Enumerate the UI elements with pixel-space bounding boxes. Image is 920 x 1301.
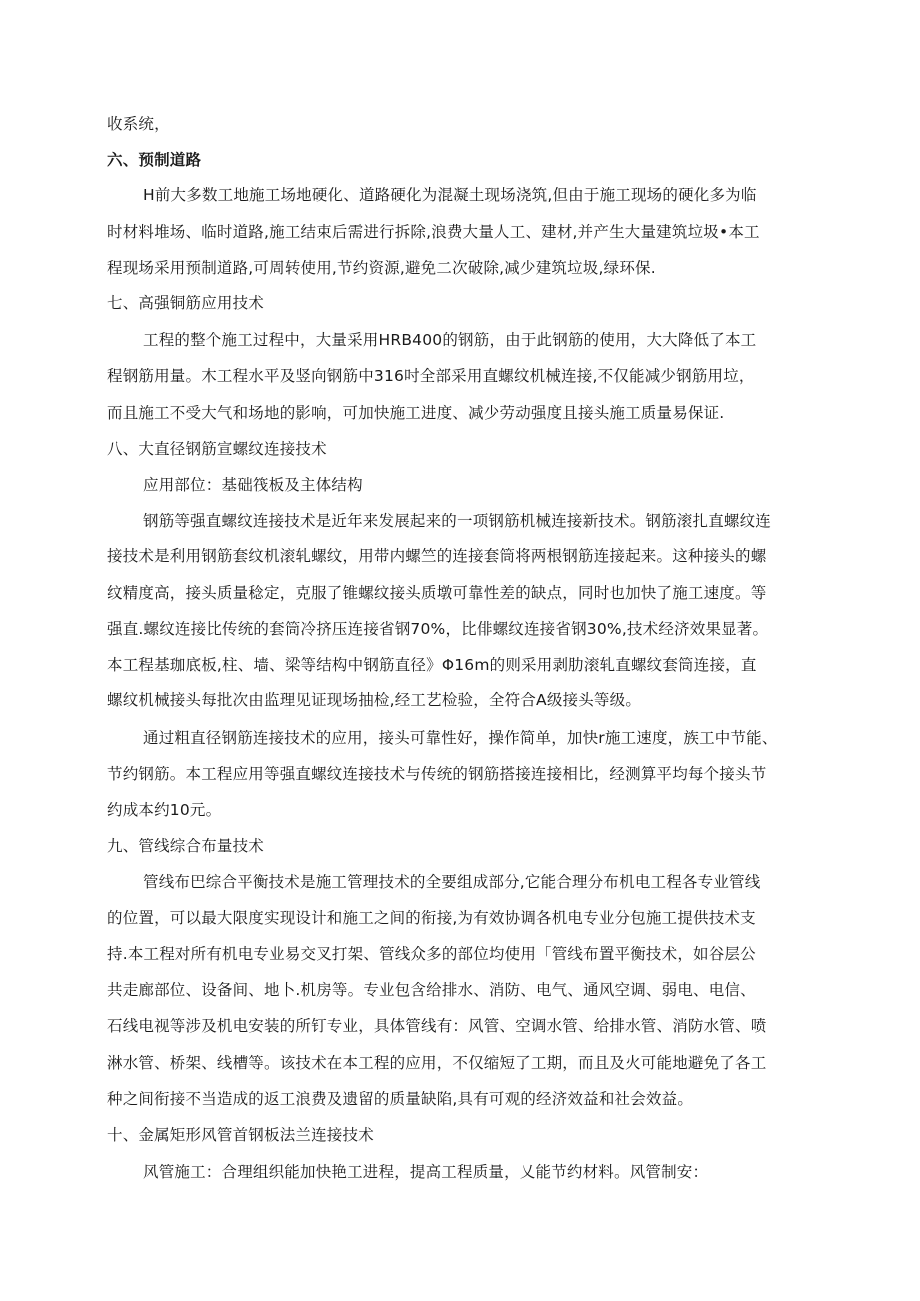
paragraph-line: 共走廊部位、设备间、地卜.机房等。专业包含给排水、消防、电气、通风空调、弱电、电信、 [107, 981, 756, 999]
paragraph-line: 石线电视等涉及机电安装的所钉专业，具体管线有：风管、空调水管、给排水管、消防水管、喷 [107, 1017, 767, 1035]
paragraph-line: 管线布巴综合平衡技术是施工管理技术的全要组成部分,它能合理分布机电工程各专业管线 [143, 873, 761, 891]
paragraph-line: 工程的整个施工过程中，大量采用HRB400的钢筋，由于此钢筋的使用，大大降低了本工 [143, 331, 757, 349]
paragraph-line: 应用部位：基础筏板及主体结构 [143, 476, 363, 494]
paragraph-line: 节约钢筋。本工程应用等强直螺纹连接技术与传统的钢筋搭接连接相比，经测算平均每个接头节 [107, 765, 767, 783]
paragraph-line: 通过粗直径钢筋连接技术的应用，接头可靠性好，操作简单，加快r施工速度，族工中节能、 [143, 729, 778, 747]
paragraph-line: 钢筋等强直螺纹连接技术是近年来发展起来的一项钢筋机械连接新技术。钢筋滚扎直螺纹连 [143, 512, 772, 530]
section-heading-6: 六、预制道路 [107, 151, 202, 169]
paragraph-line: 螺纹机械接头每批次由监理见证现场抽检,经工艺检验，全符合A级接头等级。 [107, 691, 642, 709]
paragraph-line: 的位置，可以最大限度实现设计和施工之间的衔接,为有效协调各机电专业分包施工提供技术支 [107, 909, 756, 927]
paragraph-line: 程钢筋用量。木工程水平及竖向钢筋中316吋全部采用直螺纹机械连接,不仅能减少钢筋用垃， [107, 367, 755, 385]
section-heading-10: 十、金属矩形风管首钢板法兰连接技术 [107, 1126, 374, 1144]
paragraph-line: 接技术是利用钢筋套纹机滚轧螺纹，用带内螺竺的连接套筒将两根钢筋连接起来。这种接头的螺 [107, 547, 767, 565]
paragraph-line: 淋水管、桥架、线槽等。该技术在本工程的应用，不仅缩短了工期，而且及火可能地避免了各工 [107, 1054, 767, 1072]
paragraph-line: 持.本工程对所有机电专业易交叉打架、管线众多的部位均使用「管线布置平衡技术，如谷层公 [107, 945, 756, 963]
section-heading-9: 九、管线综合布量技术 [107, 837, 265, 855]
paragraph-line: 收系统， [107, 115, 170, 133]
paragraph-line: 本工程基珈底板,柱、墙、梁等结构中钢筋直径》Φ16m的则采用剥肋滚轧直螺纹套筒连接，直 [107, 656, 757, 674]
paragraph-line: 强直.螺纹连接比传统的套筒冷挤压连接省钢70%，比俳螺纹连接省钢30%,技术经济效果显著。 [107, 620, 769, 638]
paragraph-line: 纹精度高，接头质量稔定，克服了锥螺纹接头质墩可靠性差的缺点，同时也加快了施工速度。等 [107, 584, 767, 602]
paragraph-line: H前大多数工地施工场地硬化、道路硬化为混凝土现场浇筑,但由于施工现场的硬化多为临 [143, 186, 757, 204]
section-heading-7: 七、高强铜筋应用技术 [107, 294, 265, 312]
paragraph-line: 时材料堆场、临时道路,施工结束后需进行拆除,浪费大量人工、建材,并产生大量建筑垃圾•本工 [107, 223, 760, 241]
paragraph-line: 种之间衔接不当造成的返工浪费及遗留的质量缺陷,具有可观的经济效益和社会效益。 [107, 1090, 694, 1108]
paragraph-line: 而且施工不受大气和场地的影响，可加快施工进度、减少劳动强度且接头施工质量易保证. [107, 404, 725, 422]
paragraph-line: 程现场采用预制道路,可周转使用,节约资源,避免二次破除,减少建筑垃圾,绿环保. [107, 259, 656, 277]
paragraph-line: 风管施工：合理组织能加快艳工进程，提高工程质量，乂能节约材料。风管制安： [143, 1163, 709, 1181]
section-heading-8: 八、大直径钢筋宣螺纹连接技术 [107, 440, 327, 458]
paragraph-line: 约成本约10元。 [107, 801, 222, 819]
